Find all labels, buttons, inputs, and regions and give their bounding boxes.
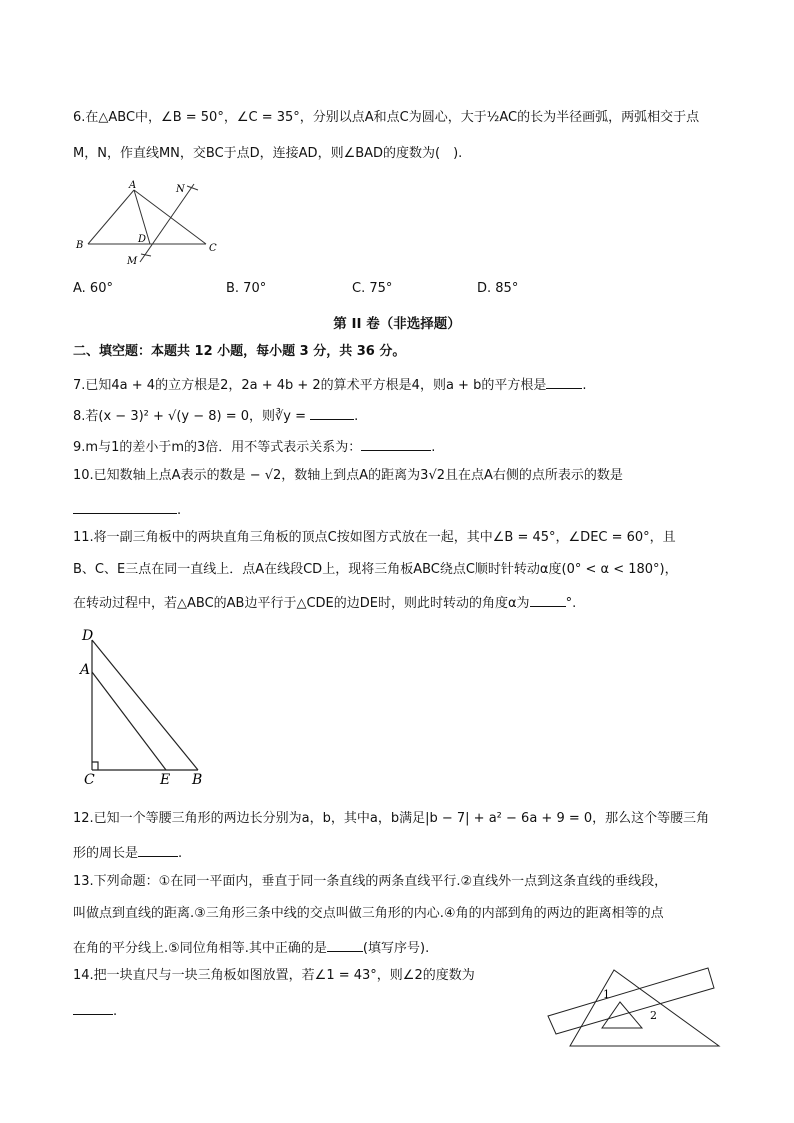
q12-line2 — [73, 842, 182, 863]
q13-line1: 13.下列命题：①在同一平面内，垂直于同一条直线的两条直线平行.②直线外一点到这条直线的垂线段， — [73, 874, 668, 889]
q8-blank — [310, 405, 354, 420]
q11-end: °. — [565, 596, 577, 611]
q9-text: 9.m与1的差小于m的3倍．用不等式表示关系为： — [73, 440, 362, 455]
label-N: N — [176, 184, 185, 195]
q13-end: (填写序号). — [362, 941, 430, 956]
q6-option-c: C. 75° — [352, 281, 393, 296]
q11-figure — [76, 626, 216, 788]
q14-line2 — [73, 1000, 117, 1021]
label-D: D — [138, 234, 147, 245]
q11-line2: B、C、E三点在同一直线上．点A在线段CD上，现将三角板ABC绕点C顺时针转动α度(0° < α < 180°)， — [73, 562, 678, 577]
angle-1-label: 1 — [603, 988, 610, 1001]
section-title: 第 II 卷（非选择题） — [333, 316, 461, 332]
q6-option-a: A. 60° — [73, 281, 113, 296]
q10-end: . — [177, 503, 182, 518]
q8-end: . — [354, 409, 359, 424]
q14-blank — [73, 1000, 113, 1015]
q9-blank — [361, 436, 431, 451]
q9 — [73, 436, 435, 457]
q10-blank — [73, 499, 177, 514]
q11-blank — [530, 592, 566, 607]
q14-end: . — [113, 1004, 118, 1019]
fill-blank-header: 二、填空题：本题共 12 小题，每小题 3 分，共 36 分。 — [73, 344, 406, 359]
q9-end: . — [431, 440, 436, 455]
q8-text: 8.若(x − 3)² + √(y − 8) = 0，则∛y = — [73, 409, 311, 424]
q14-figure — [544, 962, 724, 1052]
q12-line1: 12.已知一个等腰三角形的两边长分别为a，b，其中a，b满足|b − 7| + a² − 6a + 9 = 0，那么这个等腰三角 — [73, 811, 710, 826]
q13-line3 — [73, 937, 429, 958]
angle-2-label: 2 — [650, 1009, 657, 1022]
label-B: B — [76, 240, 84, 251]
q6-option-b: B. 70° — [226, 281, 267, 296]
label-A: A — [80, 662, 91, 678]
q6-line2: M，N，作直线MN，交BC于点D，连接AD，则∠BAD的度数为( ). — [73, 146, 463, 161]
q7 — [73, 374, 586, 395]
q11-text: 在转动过程中，若△ABC的AB边平行于△CDE的边DE时，则此时转动的角度α为 — [73, 596, 530, 611]
q6-figure — [72, 176, 232, 268]
q10-line2 — [73, 499, 181, 520]
label-D: D — [82, 628, 94, 644]
label-E: E — [160, 772, 171, 788]
q12-blank — [138, 842, 178, 857]
q13-blank — [327, 937, 363, 952]
q10-line1: 10.已知数轴上点A表示的数是 − √2，数轴上到点A的距离为3√2且在点A右侧的点所表示的数是 — [73, 468, 623, 483]
q13-line2: 叫做点到直线的距离.③三角形三条中线的交点叫做三角形的内心.④角的内部到角的两边的距离相等的点 — [73, 906, 664, 921]
label-B: B — [192, 772, 203, 788]
q13-text: 在角的平分线上.⑤同位角相等.其中正确的是 — [73, 941, 327, 956]
q14-line1: 14.把一块直尺与一块三角板如图放置，若∠1 = 43°，则∠2的度数为 — [73, 968, 475, 983]
q8 — [73, 405, 358, 426]
q12-end: . — [178, 846, 183, 861]
q7-end: . — [582, 378, 587, 393]
label-A: A — [129, 180, 137, 191]
q11-line3 — [73, 592, 576, 613]
q6-option-d: D. 85° — [477, 281, 519, 296]
q12-text: 形的周长是 — [73, 846, 139, 861]
q11-line1: 11.将一副三角板中的两块直角三角板的顶点C按如图方式放在一起，其中∠B = 45°，∠DEC = 60°，且 — [73, 530, 676, 545]
q7-blank — [546, 374, 582, 389]
label-C: C — [84, 772, 95, 788]
q6-line1: 6.在△ABC中，∠B = 50°，∠C = 35°，分别以点A和点C为圆心，大于½AC的长为半径画弧，两弧相交于点 — [73, 110, 700, 125]
label-C: C — [209, 243, 217, 254]
label-M: M — [127, 256, 138, 267]
q7-text: 7.已知4a + 4的立方根是2，2a + 4b + 2的算术平方根是4，则a + b的平方根是 — [73, 378, 547, 393]
